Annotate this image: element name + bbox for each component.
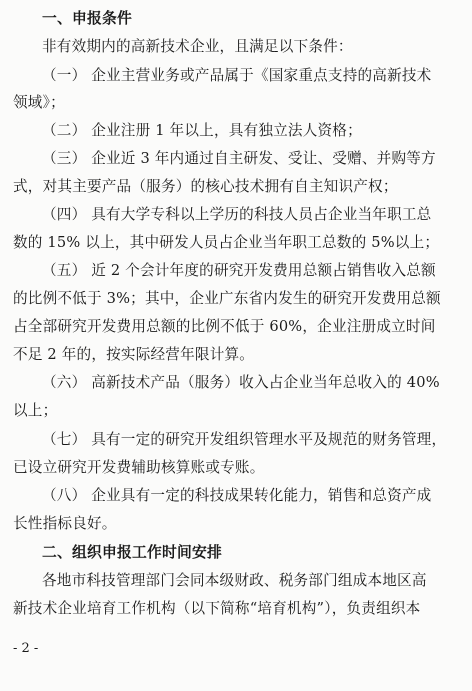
item-5-line-1: （五） 近 2 个会计年度的研究开发费用总额占销售收入总额 [42, 262, 436, 279]
section-heading-conditions: 一、申报条件 [42, 10, 132, 27]
section-heading-schedule: 二、组织申报工作时间安排 [42, 544, 222, 561]
item-6-line-1: （六） 高新技术产品（服务）收入占企业当年总收入的 40% [42, 374, 440, 391]
item-5-line-3: 占全部研究开发费用总额的比例不低于 60%，企业注册成立时间 [13, 318, 436, 335]
section-intro: 非有效期内的高新技术企业，且满足以下条件： [42, 38, 353, 55]
item-1-line-2: 领域》； [13, 94, 65, 111]
page-number: - 2 - [13, 641, 39, 656]
item-3-line-2: 式，对其主要产品（服务）的核心技术拥有自主知识产权； [13, 178, 398, 195]
item-6-line-2: 以上； [13, 402, 58, 419]
item-8-line-1: （八） 企业具有一定的科技成果转化能力，销售和总资产成 [42, 487, 432, 504]
item-5-line-4: 不足 2 年的，按实际经营年限计算。 [13, 346, 255, 363]
item-4-line-2: 数的 15% 以上，其中研发人员占企业当年职工总数的 5%以上； [13, 234, 440, 251]
item-7-line-1: （七） 具有一定的研究开发组织管理水平及规范的财务管理， [42, 431, 447, 448]
item-4-line-1: （四） 具有大学专科以上学历的科技人员占企业当年职工总 [42, 206, 432, 223]
item-8-line-2: 长性指标良好。 [13, 515, 117, 532]
item-3-line-1: （三） 企业近 3 年内通过自主研发、受让、受赠、并购等方 [42, 150, 436, 167]
schedule-line-1: 各地市科技管理部门会同本级财政、税务部门组成本地区高 [42, 572, 427, 589]
schedule-line-2: 新技术企业培育工作机构（以下简称“培育机构”），负责组织本 [13, 600, 421, 617]
item-2-line-1: （二） 企业注册 1 年以上，具有独立法人资格； [42, 122, 362, 139]
item-5-line-2: 的比例不低于 3%；其中，企业广东省内发生的研究开发费用总额 [13, 290, 441, 307]
item-7-line-2: 已设立研究开发费辅助核算账或专账。 [13, 459, 265, 476]
item-1-line-1: （一） 企业主营业务或产品属于《国家重点支持的高新技术 [42, 67, 432, 84]
